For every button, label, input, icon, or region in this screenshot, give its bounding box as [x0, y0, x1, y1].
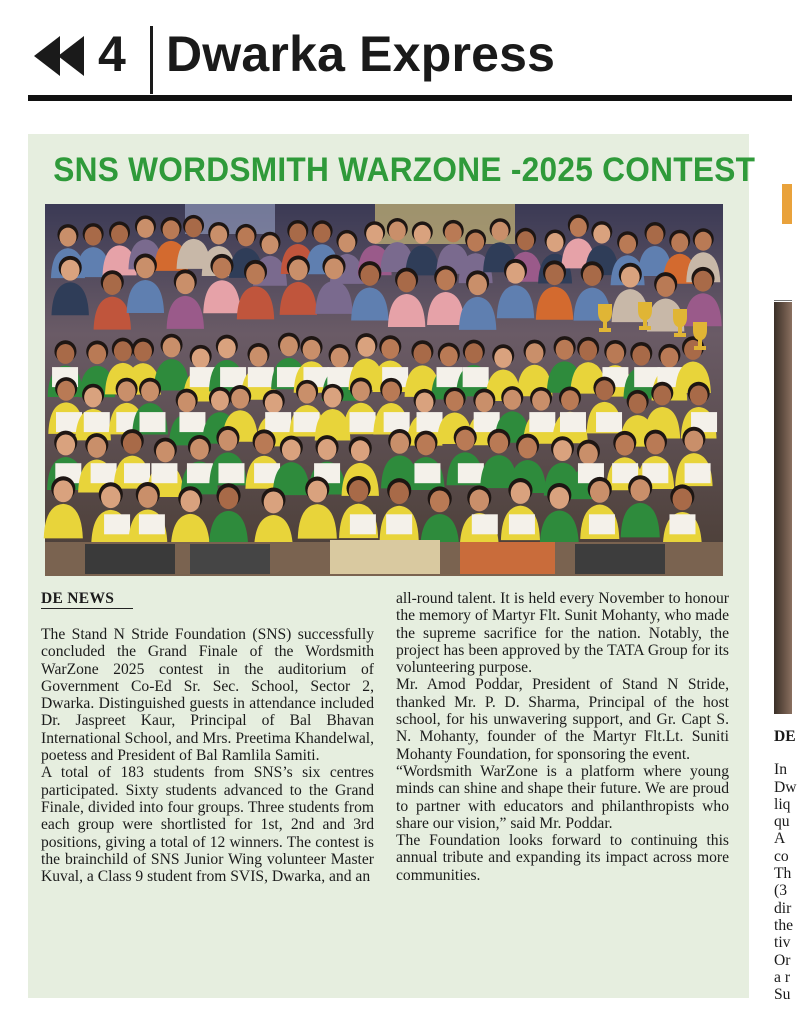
- newspaper-title: Dwarka Express: [166, 26, 556, 82]
- header-divider: [150, 26, 153, 94]
- page-number: 4: [98, 26, 126, 82]
- side-article-line: the: [774, 916, 794, 934]
- masthead: [0, 0, 792, 100]
- side-article-text: [774, 728, 797, 1004]
- news-article: [28, 134, 756, 998]
- side-article-line: a r: [774, 968, 791, 986]
- paragraph: The Foundation looks forward to continuing this annual tribute and expanding its impact across more communities.: [396, 832, 729, 884]
- side-article-line: Su: [774, 986, 791, 1004]
- group-photo-illustration: [45, 204, 723, 576]
- side-article-line: A: [774, 830, 786, 848]
- article-headline: SNS WORDSMITH WARZONE -2025 CONTEST: [53, 151, 756, 189]
- event-group-photo: [45, 204, 723, 576]
- paragraph: “Wordsmith WarZone is a platform where young minds can shine and shape their future. We are proud to partner with educators and philanthropists who share our vision,” said Mr. Poddar.: [396, 762, 729, 832]
- side-article-line: co: [774, 847, 789, 865]
- paragraph: Mr. Amod Poddar, President of Stand N Stride, thanked Mr. P. D. Sharma, Principal of the host school, for his unwavering support, and Gr. Capt S. N. Mohanty, founder of the Martyr Flt.Lt. Suniti Mohanty Foundation, for sponsoring the event.: [396, 676, 729, 763]
- article-column-2: [396, 590, 729, 884]
- article-column-1: [41, 590, 374, 885]
- article-byline: DE NEWS: [41, 590, 133, 609]
- side-article-line: Th: [774, 865, 792, 883]
- double-left-arrow-icon[interactable]: [34, 34, 88, 78]
- side-article-headline-fragment: [782, 184, 792, 224]
- side-article-line: tiv: [774, 934, 791, 952]
- side-article-line: In: [774, 761, 787, 779]
- side-article-photo: [774, 302, 792, 714]
- paragraph: all-round talent. It is held every November to honour the memory of Martyr Flt. Sunit Mohanty, who made the supreme sacrifice for the nation. Notably, the project has been approved by the TATA Group for its volunteering purpose.: [396, 590, 729, 677]
- side-article-line: Or: [774, 951, 791, 969]
- paragraph: A total of 183 students from SNS’s six centres participated. Sixty students advanced to the Grand Finale, divided into four groups. Three students from each group were shortlisted for 1st, 2nd and 3rd positions, giving a total of 12 winners. The contest is the brainchild of SNS Junior Wing volunteer Master Kuval, a Class 9 student from SVIS, Dwarka, and an: [41, 764, 374, 886]
- side-article-line: dir: [774, 899, 792, 917]
- paragraph: The Stand N Stride Foundation (SNS) successfully concluded the Grand Finale of the Wordsmith WarZone 2025 contest in the auditorium of Government Co-Ed Sr. Sec. School, Sector 2, Dwarka. Distinguished guests in attendance included Dr. Jaspreet Kaur, Principal of Bal Bhavan International School, and Mrs. Preetima Khandelwal, poetess and President of Bal Ramlila Samiti.: [41, 626, 374, 765]
- side-article-byline: DE: [774, 728, 796, 745]
- side-article-line: liq: [774, 795, 791, 813]
- side-article-line: Dw: [774, 778, 797, 796]
- side-article-line: qu: [774, 813, 790, 831]
- side-article-line: (3: [774, 882, 787, 900]
- side-article-rule: [774, 300, 792, 301]
- header-rule: [28, 95, 792, 101]
